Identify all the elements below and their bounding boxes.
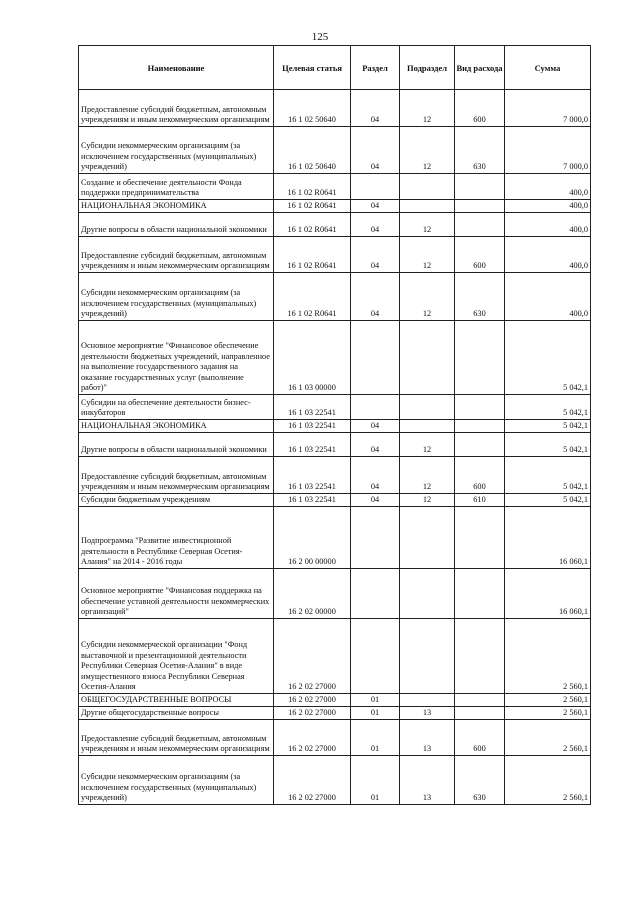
row-amount: 16 060,1 [505, 507, 591, 569]
table-row [79, 619, 591, 694]
row-amount: 2 560,1 [505, 707, 591, 720]
row-target: 16 1 03 22541 [274, 433, 351, 457]
table-row [79, 200, 591, 213]
row-target: 16 1 03 22541 [274, 420, 351, 433]
row-subsection: 13 [400, 720, 455, 756]
row-amount: 2 560,1 [505, 756, 591, 805]
table-header-row [79, 46, 591, 90]
row-expense-type [455, 433, 505, 457]
row-name: Другие вопросы в области национальной экономики [79, 213, 274, 237]
row-subsection: 12 [400, 433, 455, 457]
table-row [79, 694, 591, 707]
row-target: 16 1 02 R0641 [274, 273, 351, 321]
row-amount: 400,0 [505, 174, 591, 200]
budget-table [78, 45, 591, 805]
row-section [351, 395, 400, 420]
row-expense-type: 630 [455, 127, 505, 174]
row-target: 16 1 02 R0641 [274, 237, 351, 273]
row-expense-type [455, 569, 505, 619]
row-expense-type: 600 [455, 90, 505, 127]
row-subsection [400, 569, 455, 619]
row-expense-type: 600 [455, 457, 505, 494]
row-amount: 5 042,1 [505, 494, 591, 507]
row-subsection: 13 [400, 707, 455, 720]
row-section: 04 [351, 90, 400, 127]
row-section: 04 [351, 420, 400, 433]
table-row [79, 395, 591, 420]
row-subsection [400, 619, 455, 694]
row-target: 16 2 00 00000 [274, 507, 351, 569]
row-section: 04 [351, 237, 400, 273]
row-name: НАЦИОНАЛЬНАЯ ЭКОНОМИКА [79, 420, 274, 433]
header-subsection: Подраздел [400, 46, 455, 90]
row-subsection: 13 [400, 756, 455, 805]
row-name: Субсидии на обеспечение деятельности бизнес-инкубаторов [79, 395, 274, 420]
row-amount: 5 042,1 [505, 457, 591, 494]
row-target: 16 1 03 22541 [274, 457, 351, 494]
row-subsection: 12 [400, 494, 455, 507]
table-row [79, 756, 591, 805]
row-target: 16 2 02 27000 [274, 619, 351, 694]
table-row [79, 457, 591, 494]
row-name: Субсидии некоммерческим организациям (за исключением государственных (муниципальных) учреждений) [79, 127, 274, 174]
header-section: Раздел [351, 46, 400, 90]
row-target: 16 1 02 R0641 [274, 174, 351, 200]
row-section: 04 [351, 494, 400, 507]
row-target: 16 1 02 R0641 [274, 200, 351, 213]
row-subsection [400, 694, 455, 707]
table-row [79, 273, 591, 321]
table-row [79, 720, 591, 756]
row-amount: 2 560,1 [505, 619, 591, 694]
table-row [79, 433, 591, 457]
row-target: 16 1 02 R0641 [274, 213, 351, 237]
row-section [351, 507, 400, 569]
row-section: 04 [351, 200, 400, 213]
row-section: 04 [351, 433, 400, 457]
table-row [79, 90, 591, 127]
table-row [79, 127, 591, 174]
header-name: Наименование [79, 46, 274, 90]
row-target: 16 2 02 27000 [274, 756, 351, 805]
row-section [351, 174, 400, 200]
row-section: 01 [351, 707, 400, 720]
row-expense-type [455, 507, 505, 569]
table-row [79, 420, 591, 433]
row-section: 04 [351, 273, 400, 321]
row-subsection [400, 507, 455, 569]
row-amount: 400,0 [505, 213, 591, 237]
row-subsection [400, 200, 455, 213]
row-name: Другие общегосударственные вопросы [79, 707, 274, 720]
row-section [351, 321, 400, 395]
row-amount: 5 042,1 [505, 321, 591, 395]
row-name: Предоставление субсидий бюджетным, автономным учреждениям и иным некоммерческим организациям [79, 457, 274, 494]
row-name: Предоставление субсидий бюджетным, автономным учреждениям и иным некоммерческим организациям [79, 90, 274, 127]
row-expense-type: 630 [455, 756, 505, 805]
row-amount: 16 060,1 [505, 569, 591, 619]
row-amount: 2 560,1 [505, 720, 591, 756]
row-section: 04 [351, 457, 400, 494]
row-amount: 400,0 [505, 273, 591, 321]
row-target: 16 2 02 27000 [274, 720, 351, 756]
row-section: 01 [351, 694, 400, 707]
table-body [79, 90, 591, 805]
header-expense-type: Вид расхода [455, 46, 505, 90]
row-expense-type [455, 174, 505, 200]
page-number: 125 [311, 31, 329, 43]
row-name: Основное мероприятие "Финансовая поддержка на обеспечение уставной деятельности некоммерческих организаций" [79, 569, 274, 619]
row-section [351, 619, 400, 694]
row-expense-type [455, 694, 505, 707]
row-amount: 2 560,1 [505, 694, 591, 707]
row-name: Субсидии бюджетным учреждениям [79, 494, 274, 507]
row-subsection: 12 [400, 90, 455, 127]
row-amount: 7 000,0 [505, 90, 591, 127]
row-amount: 7 000,0 [505, 127, 591, 174]
row-target: 16 1 03 22541 [274, 494, 351, 507]
row-name: Предоставление субсидий бюджетным, автономным учреждениям и иным некоммерческим организациям [79, 237, 274, 273]
row-target: 16 1 02 50640 [274, 127, 351, 174]
row-amount: 5 042,1 [505, 433, 591, 457]
table-row [79, 494, 591, 507]
row-subsection [400, 321, 455, 395]
row-amount: 5 042,1 [505, 420, 591, 433]
row-expense-type: 600 [455, 237, 505, 273]
row-name: Другие вопросы в области национальной экономики [79, 433, 274, 457]
row-target: 16 1 03 00000 [274, 321, 351, 395]
row-section: 01 [351, 756, 400, 805]
row-target: 16 1 03 22541 [274, 395, 351, 420]
row-expense-type [455, 395, 505, 420]
row-name: Создание и обеспечение деятельности Фонда поддержки предпринимательства [79, 174, 274, 200]
row-subsection: 12 [400, 457, 455, 494]
row-expense-type [455, 420, 505, 433]
table-row [79, 507, 591, 569]
row-expense-type [455, 707, 505, 720]
row-subsection [400, 174, 455, 200]
row-name: Подпрограмма "Развитие инвестиционной деятельности в Республике Северная Осетия-Алания" на 2014 - 2016 годы [79, 507, 274, 569]
row-expense-type: 630 [455, 273, 505, 321]
header-amount: Сумма [505, 46, 591, 90]
row-subsection [400, 420, 455, 433]
row-name: Субсидии некоммерческим организациям (за исключением государственных (муниципальных) учреждений) [79, 273, 274, 321]
table-row [79, 213, 591, 237]
table-row [79, 321, 591, 395]
table-row [79, 237, 591, 273]
row-section: 04 [351, 127, 400, 174]
row-amount: 400,0 [505, 237, 591, 273]
row-name: НАЦИОНАЛЬНАЯ ЭКОНОМИКА [79, 200, 274, 213]
row-target: 16 1 02 50640 [274, 90, 351, 127]
row-section [351, 569, 400, 619]
row-expense-type [455, 213, 505, 237]
row-section: 01 [351, 720, 400, 756]
row-expense-type [455, 321, 505, 395]
row-amount: 400,0 [505, 200, 591, 213]
row-subsection [400, 395, 455, 420]
row-section: 04 [351, 213, 400, 237]
row-target: 16 2 02 27000 [274, 694, 351, 707]
table-row [79, 174, 591, 200]
row-subsection: 12 [400, 273, 455, 321]
row-name: Субсидии некоммерческим организациям (за исключением государственных (муниципальных) учреждений) [79, 756, 274, 805]
row-name: ОБЩЕГОСУДАРСТВЕННЫЕ ВОПРОСЫ [79, 694, 274, 707]
row-subsection: 12 [400, 213, 455, 237]
table-row [79, 569, 591, 619]
row-amount: 5 042,1 [505, 395, 591, 420]
row-subsection: 12 [400, 237, 455, 273]
row-expense-type [455, 619, 505, 694]
row-subsection: 12 [400, 127, 455, 174]
row-name: Основное мероприятие "Финансовое обеспечение деятельности бюджетных учреждений, направленное на выполнение государственного задания на оказание государственных услуг (выполнение работ)" [79, 321, 274, 395]
row-expense-type: 610 [455, 494, 505, 507]
row-target: 16 2 02 00000 [274, 569, 351, 619]
header-target: Целевая статья [274, 46, 351, 90]
row-name: Субсидии некоммерческой организации "Фонд выставочной и презентационной деятельности Республики Северная Осетия-Алания" в виде имущественного взноса Республики Северная Осетия-Алания [79, 619, 274, 694]
row-target: 16 2 02 27000 [274, 707, 351, 720]
table-row [79, 707, 591, 720]
row-name: Предоставление субсидий бюджетным, автономным учреждениям и иным некоммерческим организациям [79, 720, 274, 756]
row-expense-type [455, 200, 505, 213]
row-expense-type: 600 [455, 720, 505, 756]
